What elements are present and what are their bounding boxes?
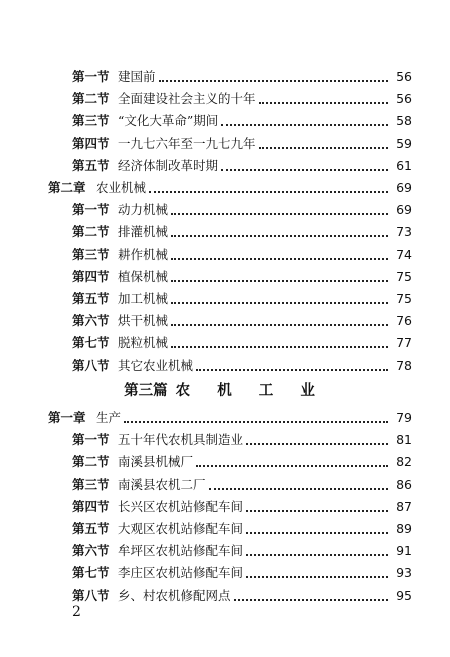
dot-leader (124, 421, 388, 423)
page-ref: 86 (396, 476, 412, 492)
section-title: 烘干机械 (118, 313, 169, 329)
section-number: 第三节 (72, 476, 110, 492)
section-title: 大观区农机站修配车间 (118, 521, 244, 536)
dot-leader (246, 554, 388, 556)
toc-section-row (0, 67, 450, 87)
dot-leader (171, 302, 388, 304)
page-ref: 91 (396, 543, 412, 559)
dot-leader (196, 465, 388, 467)
toc-section-row (0, 245, 450, 265)
toc-section-row (0, 519, 450, 539)
page-number: 2 (72, 604, 81, 620)
section-title: 南溪县农机二厂 (118, 476, 206, 492)
page-ref: 81 (396, 432, 412, 448)
page-ref: 77 (396, 335, 412, 351)
section-number: 第七节 (72, 335, 110, 351)
page-ref: 89 (396, 521, 412, 536)
toc-section-row (0, 541, 450, 561)
dot-leader (259, 147, 388, 149)
dot-leader (171, 258, 388, 260)
section-title: “文化大革命”期间 (118, 113, 219, 129)
page-ref: 69 (396, 202, 412, 218)
section-number: 第一节 (72, 432, 110, 448)
section-number: 第六节 (72, 543, 110, 559)
page-ref: 56 (396, 69, 412, 84)
section-number: 第八节 (72, 357, 110, 373)
toc-section-row (0, 289, 450, 309)
section-title: 建国前 (118, 69, 156, 84)
dot-leader (221, 124, 388, 126)
section-number: 第四节 (72, 135, 110, 151)
dot-leader (246, 576, 388, 578)
section-title: 一九七六年至一九七九年 (118, 135, 256, 151)
chapter-number: 第一章 (48, 410, 86, 425)
section-title: 植保机械 (118, 268, 169, 284)
section-title: 五十年代农机具制造业 (118, 432, 244, 448)
dot-leader (196, 369, 388, 371)
section-number: 第四节 (72, 498, 110, 514)
section-number: 第八节 (72, 587, 110, 603)
section-number: 第七节 (72, 565, 110, 581)
section-number: 第三节 (72, 246, 110, 262)
page-ref: 73 (396, 224, 412, 240)
section-title: 排灌机械 (118, 224, 169, 240)
section-number: 第二节 (72, 91, 110, 107)
chapter-number: 第二章 (48, 180, 86, 195)
section-title: 全面建设社会主义的十年 (118, 91, 256, 107)
toc-section-row (0, 563, 450, 583)
page-ref: 76 (396, 313, 412, 329)
page-ref: 75 (396, 291, 412, 306)
chapter-title: 农业机械 (96, 180, 147, 195)
toc-section-row (0, 156, 450, 176)
toc-section-row (0, 267, 450, 287)
page-ref: 74 (396, 246, 412, 262)
section-number: 第三节 (72, 113, 110, 129)
page-ref: 95 (396, 587, 412, 603)
section-number: 第二节 (72, 454, 110, 470)
dot-leader (171, 280, 388, 282)
page-ref: 93 (396, 565, 412, 581)
dot-leader (171, 324, 388, 326)
dot-leader (246, 510, 388, 512)
section-title: 其它农业机械 (118, 357, 194, 373)
page-ref: 75 (396, 268, 412, 284)
part-number: 第三篇 (124, 382, 168, 399)
section-title: 李庄区农机站修配车间 (118, 565, 244, 581)
dot-leader (234, 599, 388, 601)
section-number: 第五节 (72, 521, 110, 536)
dot-leader (246, 532, 388, 534)
section-number: 第五节 (72, 157, 110, 173)
page-ref: 87 (396, 498, 412, 514)
toc-section-row (0, 475, 450, 495)
page-ref: 61 (396, 157, 412, 173)
section-number: 第五节 (72, 291, 110, 306)
chapter-title: 生产 (96, 410, 122, 425)
part-heading (0, 379, 450, 400)
toc-section-row (0, 586, 450, 606)
dot-leader (246, 443, 388, 445)
dot-leader (171, 213, 388, 215)
dot-leader (171, 235, 388, 237)
section-number: 第一节 (72, 69, 110, 84)
toc-section-row (0, 356, 450, 376)
page-ref: 69 (396, 180, 412, 195)
section-title: 脱粒机械 (118, 335, 169, 351)
section-number: 第二节 (72, 224, 110, 240)
section-title: 耕作机械 (118, 246, 169, 262)
page-ref: 82 (396, 454, 412, 470)
page-ref: 58 (396, 113, 412, 129)
section-title: 长兴区农机站修配车间 (118, 498, 244, 514)
section-title: 南溪县机械厂 (118, 454, 194, 470)
dot-leader (149, 191, 388, 193)
page-ref: 78 (396, 357, 412, 373)
section-number: 第四节 (72, 268, 110, 284)
section-title: 动力机械 (118, 202, 169, 218)
page-ref: 59 (396, 135, 412, 151)
page-ref: 56 (396, 91, 412, 107)
toc-section-row (0, 200, 450, 220)
toc-section-row (0, 497, 450, 517)
dot-leader (171, 346, 388, 348)
toc-section-row (0, 111, 450, 131)
toc-section-row (0, 430, 450, 450)
toc-section-row (0, 452, 450, 472)
toc-chapter-row (0, 178, 450, 198)
toc-section-row (0, 222, 450, 242)
section-title: 加工机械 (118, 291, 169, 306)
toc-section-row (0, 333, 450, 353)
section-number: 第一节 (72, 202, 110, 218)
dot-leader (209, 488, 388, 490)
section-title: 乡、村农机修配网点 (118, 587, 231, 603)
toc-section-row (0, 134, 450, 154)
section-title: 经济体制改革时期 (118, 157, 219, 173)
dot-leader (259, 102, 388, 104)
section-number: 第六节 (72, 313, 110, 329)
page-ref: 79 (396, 410, 412, 425)
toc-chapter-row (0, 408, 450, 428)
part-title: 农 机 工 业 (175, 382, 326, 399)
dot-leader (159, 80, 388, 82)
section-title: 牟坪区农机站修配车间 (118, 543, 244, 559)
toc-section-row (0, 89, 450, 109)
toc-section-row (0, 311, 450, 331)
dot-leader (221, 169, 388, 171)
